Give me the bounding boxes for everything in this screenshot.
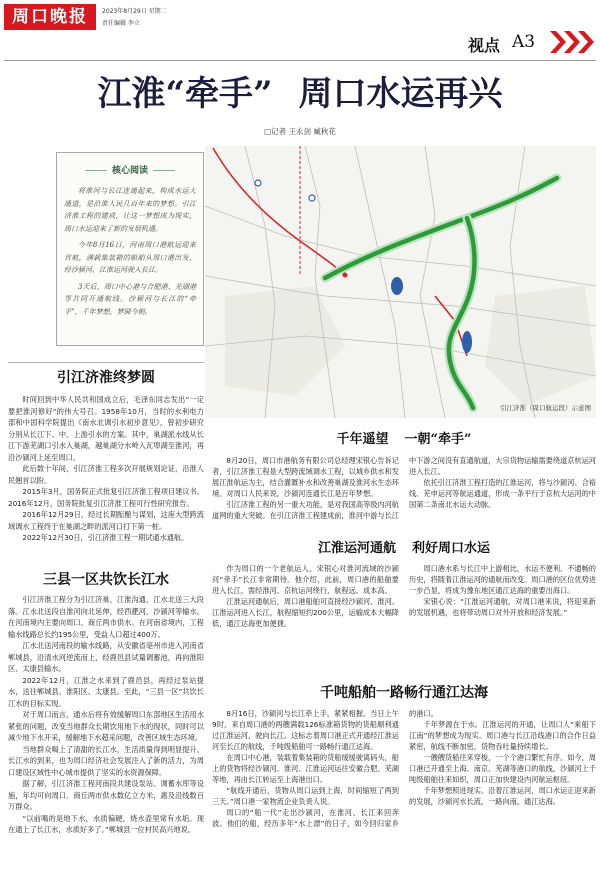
header-divider <box>4 60 596 61</box>
paragraph: 宋银心说：“江淮运河通航，对周口港来说，将迎来新的发展机遇，也将带动周口对外开放和经济发展。” <box>409 597 596 617</box>
waterway-map <box>205 146 596 418</box>
paragraph: 8月20日，周口市港航务有限公司总经理宋银心告诉记者，引江济淮工程是大型跨流域调水工程，以城乡供水和发展江淮航运为主，结合灌溉补水和改善巢湖及淮河水生态环境。对周口人民来说，沙颍河连通长江是百年梦想。 <box>212 456 399 498</box>
paragraph: 2022年12月30日，引江济淮工程一期试通水通航。 <box>22 533 189 542</box>
map-marker <box>309 195 315 201</box>
paragraph: 8月16日，沙颍河与长江牵上手，紧紧相握。当日上午9时，来自周口港的两艘满载126标准箱货物的货船顺利通过江淮运河，驶向长江。这标志着周口港正式开通经江淮运河至长江的航线，千吨级船舶可一路畅行通江达海。 <box>212 709 399 751</box>
paragraph: 引江济淮工程分为引江济巢、江淮沟通、江水北送三大段落。江水北送段自淮河向北延伸，经西淝河、沙颍河等输水，在河南境内主要向周口、商丘两市供水。在河南省境内，工程输水线路总长约195公里，受益人口超过400万。 <box>8 595 204 639</box>
chevron-icon <box>550 31 566 53</box>
title-bar <box>153 170 175 171</box>
paragraph: 2015年3月，国务院正式批复引江济淮工程项目建议书。2016年12月，国务院批复引江济淮工程可行性研究报告。 <box>8 487 204 508</box>
paragraph: 千年梦想照进现实。沿着江淮运河，周口水运正迎来新的发展，沙颍河水长流，一路向南，通江达海。 <box>409 786 596 806</box>
heading-part-right: 一朝“牵手” <box>404 432 472 447</box>
chevron-icon <box>548 29 596 55</box>
title-part-right: 周口水运再兴 <box>298 74 503 114</box>
paragraph: 2016年12月29日，经过长期酝酿与谋划，这座大型跨流域调水工程终于在巢湖之畔的派河口打下第一桩。 <box>8 510 204 531</box>
paragraph: 对于周口而言，通水后将有效缓解周口东部地区生活用水紧张的问题，改变当地群众长期饮用地下水的现状，同时可以减少地下水开采，缓解地下水超采问题，改善区域生态环境。 <box>8 710 204 742</box>
paragraph: 在周口中心港，装载着集装箱的货船缓缓驶离码头，船上的货物将经沙颍河、淮河、江淮运河运往安徽合肥、芜湖等地，再由长江转运至上海港出口。 <box>212 753 399 784</box>
section-divider <box>8 362 204 363</box>
article-title <box>0 74 600 114</box>
heading-part-left: 千年遥望 <box>336 432 389 447</box>
page-number: A3 <box>512 32 536 52</box>
section-heading-water: 三县一区共饮长江水 <box>43 572 169 588</box>
section-body-water <box>8 594 204 888</box>
core-reading-title-text: 核心阅读 <box>111 166 148 176</box>
map-caption: 引江济淮（周口航运段）示意图 <box>500 404 591 412</box>
editor-credit: 责任编辑 李立 <box>102 20 140 27</box>
paragraph: 江淮运河通航后，周口港船舶可直接经沙颍河、淮河、江淮运河进入长江，航程缩短约200公里，运输成本大幅降低，通江达海更加便捷。 <box>212 597 399 628</box>
paragraph: 将淮河与长江连通起来，构成水运大通道，是沿淮人民几百年来的梦想。引江济淮工程的建成，让这一梦想成为现实，周口水运迎来了新的发展机遇。 <box>64 187 196 233</box>
byline: □记者 王永剑 臧秋花 <box>264 127 336 136</box>
title-bar <box>85 170 107 171</box>
paragraph: 3天后，周口中心港与合肥港、芜湖港等共同开通航线。沙颍河与长江的“牵手”，千年梦想，梦圆今朝。 <box>64 282 196 316</box>
paragraph: 周口港水系与长江中上游相比，水运不便利、不通畅的历史，将随着江淮运河的通航而改变。周口港的区位优势进一步凸显，将成为豫东地区通江达海的重要出海口。 <box>409 564 596 595</box>
paragraph: 江水北送河南段的输水线路，从安徽省亳州市进入河南省郸城县，沿清水河逆流而上，经鹿邑县试量调蓄池，再向淮阳区、太康县输水。 <box>8 641 204 673</box>
lake <box>391 277 403 295</box>
paragraph: 依托引江济淮工程打造的江淮运河，将与沙颍河、合裕线、芜申运河等航运通道，形成一条平行于京杭大运河的中国第二条南北水运大动脉。 <box>409 478 596 509</box>
core-reading-title <box>57 163 203 176</box>
paragraph: 当地群众喝上了清甜的长江水，生活质量得到明显提升。长江水的到来，也为周口经济社会发展注入了新的活力，为周口建设区域性中心城市提供了坚实的水资源保障。 <box>8 744 204 777</box>
paragraph: 此后数十年间，引江济淮工程多次开展规划论证，沿淮人民翘首以盼。 <box>8 464 204 485</box>
paragraph: 千年梦源在于水。江淮运河的开通，让周口人“乘船下江南”的梦想成为现实。周口港与长江沿线港口的合作日益紧密，航线不断加密，货物吞吐量持续增长。 <box>409 720 596 751</box>
section-body-dream <box>8 394 204 564</box>
newspaper-logo: 周口晚报 <box>4 4 96 30</box>
paragraph: 据了解，引江济淮工程河南段共建设泵站、调蓄水库等设施，年均可向周口、商丘两市供水数亿立方米，惠及沿线数百万群众。 <box>8 779 204 811</box>
heading-part-left: 江淮运河通航 <box>317 541 396 556</box>
core-reading-box <box>56 152 204 346</box>
core-reading-text <box>64 185 196 322</box>
section-heading-navigation <box>212 539 596 559</box>
lake <box>462 331 472 353</box>
section-body-navigation <box>212 563 596 675</box>
paragraph: 时间回到中华人民共和国成立后，毛泽东同志发出“一定要把淮河修好”的伟大号召。1958年10月，当时的水利电力部和中国科学院提出《南水北调引水初步意见》，曾初步研究分别从长江下、中、上游引水的方案。其中，巢湖派水线从长江下游芜湖口引水入巢湖，越巢湖分水岭入瓦埠湖至淮河，再沿沙颍河上延至周口。 <box>8 395 204 462</box>
paragraph: 引江济淮工程的另一重大功能，是对我国高等级内河航道网的重大突破。在引江济淮工程建成前，淮河中游与长江中下游之间没有直通航道，大宗货物运输需要绕道京杭运河进入长江。 <box>212 456 596 520</box>
section-body-handshake <box>212 455 596 537</box>
paragraph: “以前喝的是地下水，水质偏硬，烧水壶里常有水垢。现在通上了长江水，水质好多了。”郸城县一位村民高兴地说。 <box>8 813 204 834</box>
section-heading-handshake <box>212 430 596 450</box>
issue-date: 2023年8月29日 星期二 <box>102 8 167 15</box>
section-heading-dream: 引江济淮终梦圆 <box>57 370 155 386</box>
paragraph: 周口的“船一代”走出沙颍河，在淮河、长江来回奔波。他们的船，经历多年“水上漂”的日子，如今回归家乡的港口。 <box>212 709 438 828</box>
heading-part-right: 利好周口水运 <box>412 541 491 556</box>
paragraph: “航线开通后，货物从周口运到上海，时间缩短了两到三天。”周口港一家物流企业负责人说。 <box>212 786 399 806</box>
paragraph: 一艘艘货船往来穿梭，一个个港口繁忙有序。如今，周口港已开通至上海、南京、芜湖等港口的航线，沙颍河上千吨级船舶往来如织，周口正加快建设内河航运枢纽。 <box>409 753 596 784</box>
map-marker <box>255 180 261 186</box>
map-marker <box>343 273 348 278</box>
chevron-icon <box>578 31 594 53</box>
paragraph: 2022年12月，江淮之水来到了鹿邑县，再经过泵站提水，送往郸城县、淮阳区、太康县。至此，“三县一区”共饮长江水的目标实现。 <box>8 675 204 708</box>
paragraph: 作为周口的一个老航运人，宋银心对淮河流域的沙颍河“牵手”长江非常期待。他介绍，此前，周口港的船舶要进入长江，需经淮河、京杭运河绕行，航程远、成本高。 <box>212 564 399 595</box>
section-label: 视点 <box>468 36 501 55</box>
chevron-icon <box>564 31 580 53</box>
title-part-left: 江淮“牵手” <box>97 74 273 114</box>
section-body-ships <box>212 708 596 888</box>
section-heading-ships: 千吨船舶一路畅行通江达海 <box>320 685 488 701</box>
paragraph: 今年8月16日，河南周口港航运迎来首航，满载集装箱的船舶从周口港出发，经沙颍河、江淮运河驶入长江。 <box>64 241 196 274</box>
